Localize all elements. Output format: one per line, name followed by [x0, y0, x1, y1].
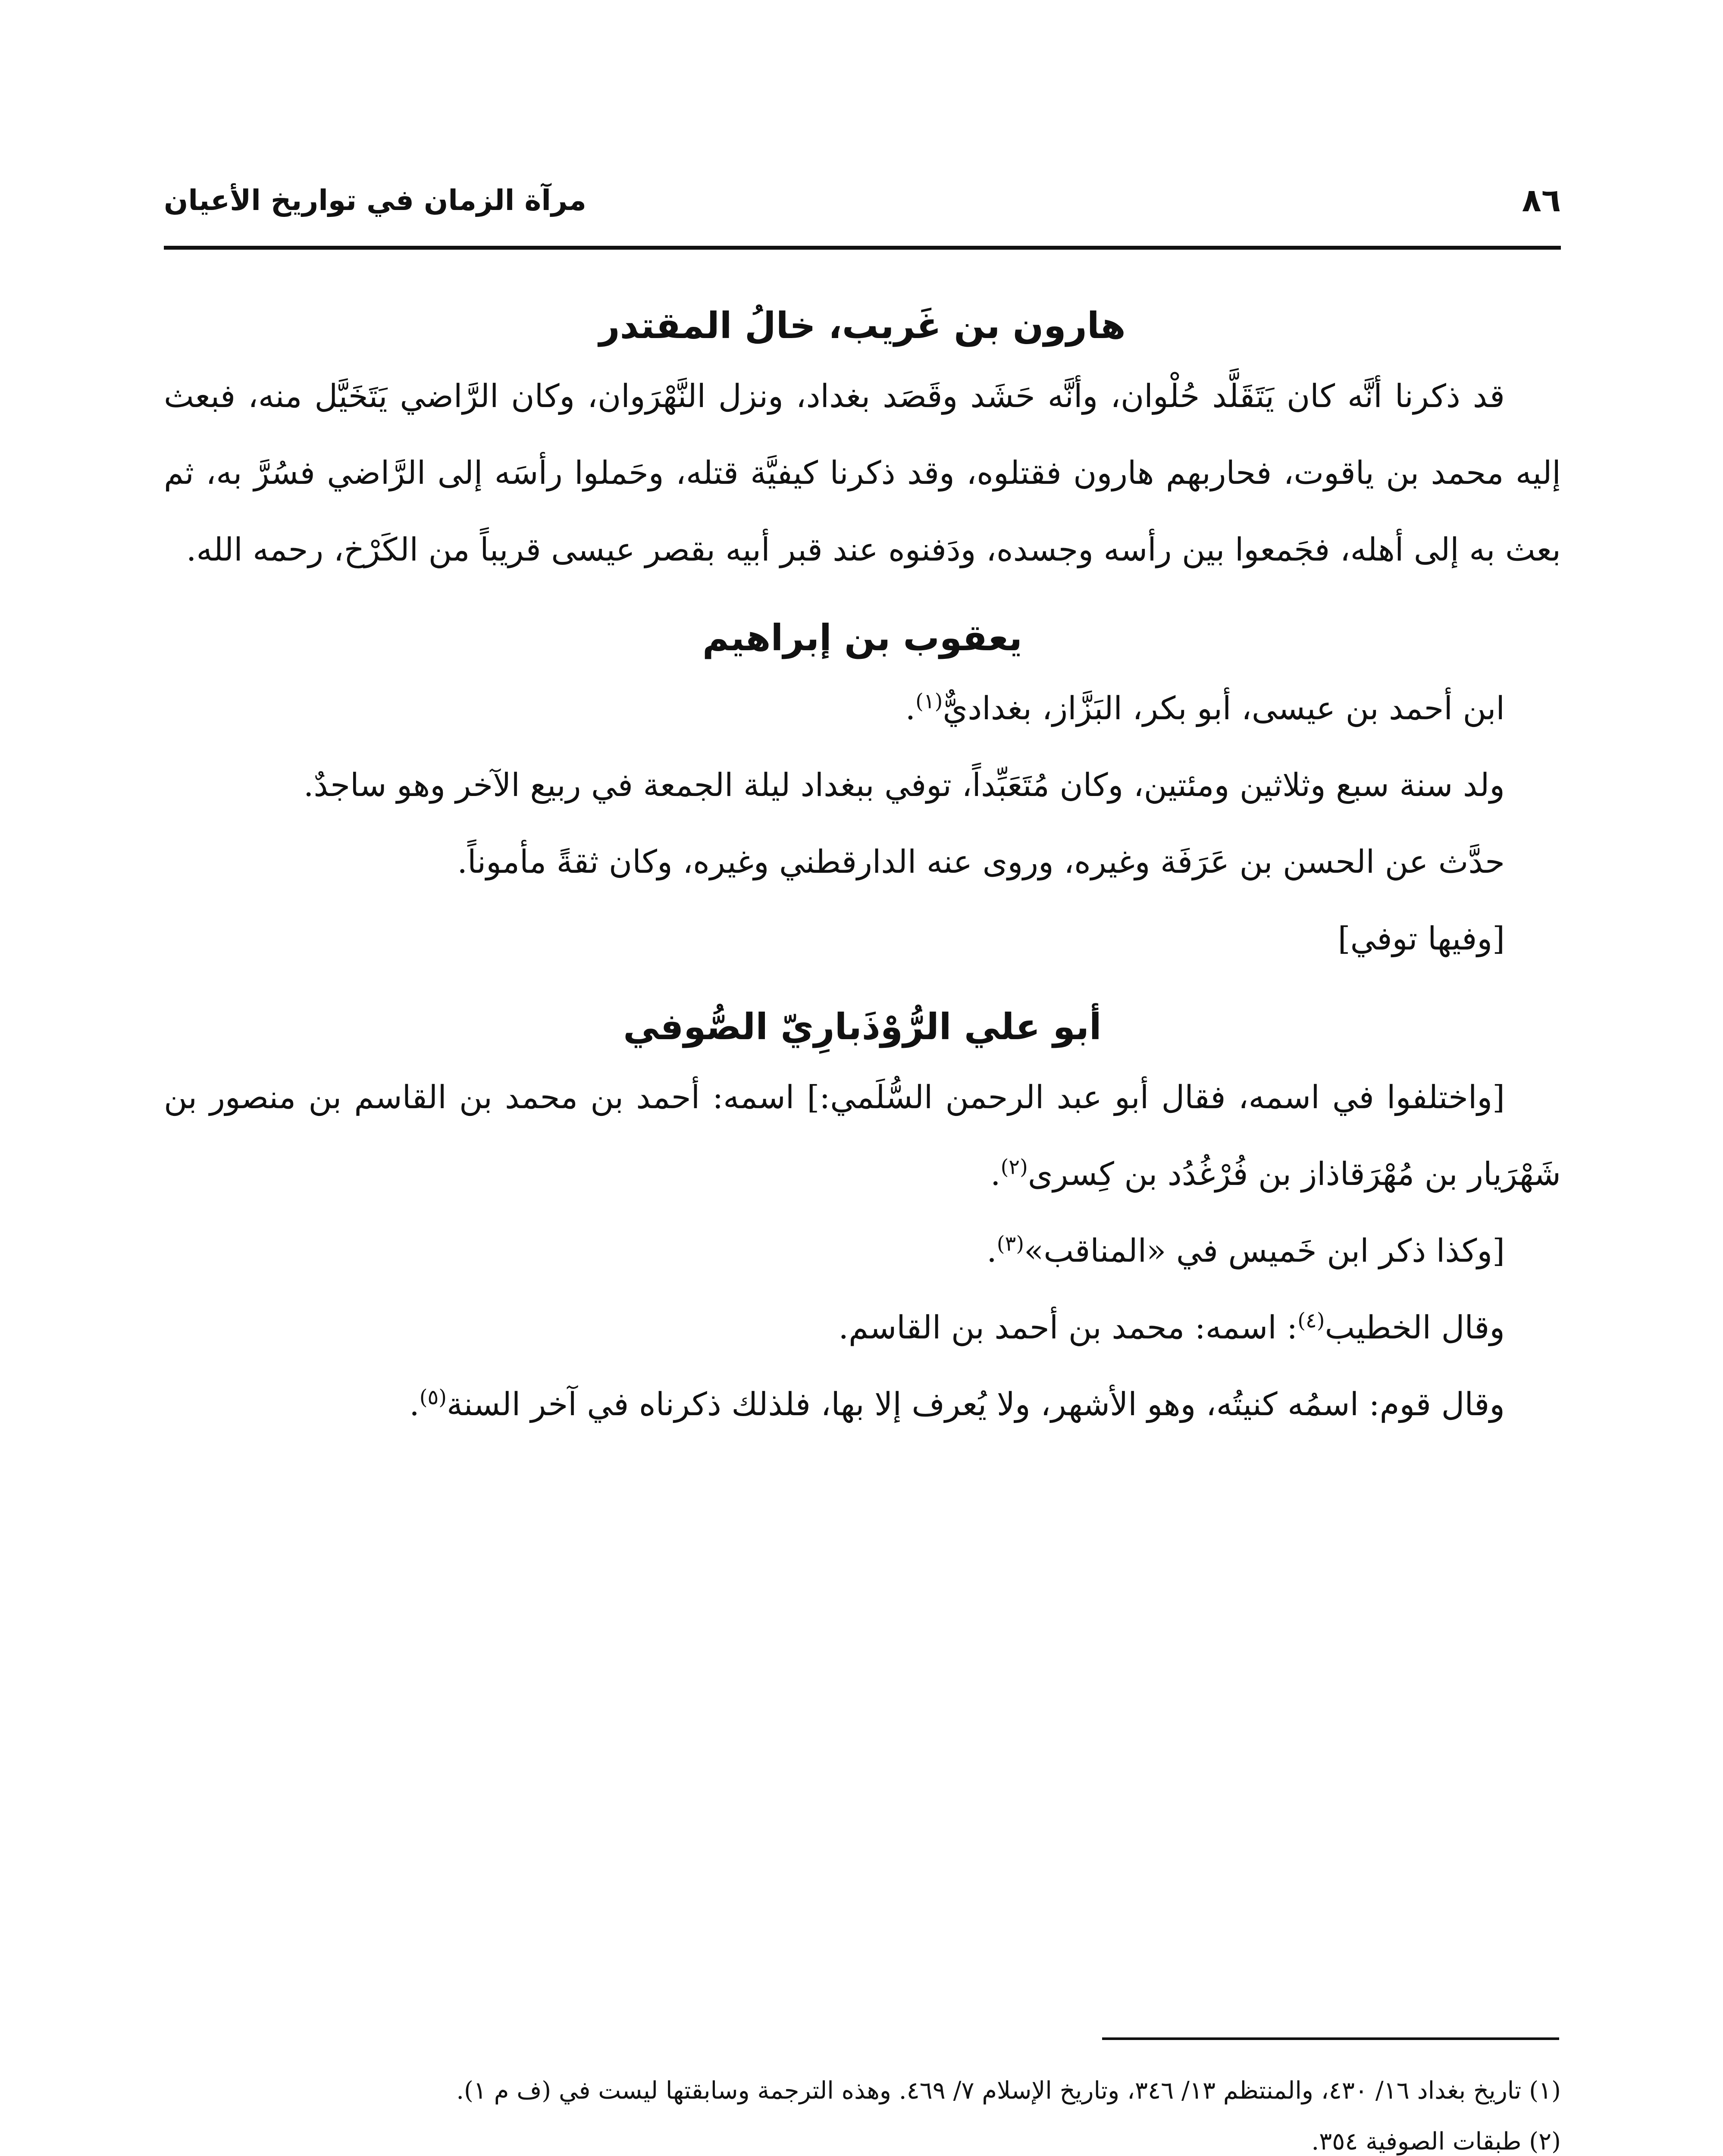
paragraph-tail: . — [409, 1386, 420, 1423]
paragraph-text: [وكذا ذكر ابن خَميس في «المناقب» — [1024, 1232, 1505, 1269]
paragraph-tail: . — [990, 1156, 1001, 1193]
paragraph — [164, 747, 1561, 824]
header-rule — [164, 246, 1561, 250]
footnote-number: (٢) — [1529, 2128, 1561, 2156]
spacer — [164, 977, 1561, 994]
paragraph — [164, 900, 1561, 977]
footnote-text: تاريخ بغداد ١٦/ ٤٣٠، والمنتظم ١٣/ ٣٤٦، وتاريخ الإسلام ٧/ ٤٦٩. وهذه الترجمة وسابقتها ليست في (ف م ١). — [456, 2077, 1522, 2105]
paragraph — [164, 1366, 1561, 1443]
page-number: ٨٦ — [1522, 182, 1561, 219]
running-title: مرآة الزمان في تواريخ الأعيان — [164, 184, 586, 217]
paragraph — [164, 1213, 1561, 1289]
paragraph: قد ذكرنا أنَّه كان يَتَقَلَّد حُلْوان، وأنَّه حَشَد وقَصَد بغداد، ونزل النَّهْرَوان، وكان الرَّاضي يَتَخَيَّل منه، فبعث إليه محمد بن ياقوت، فحاربهم هارون فقتلوه، وقد ذكرنا كيفيَّة قتله، وحَملوا رأسَه إلى الرَّاضي فسُرَّ به، ثم بعث به إلى أهله، فجَمعوا بين رأسه وجسده، ودَفنوه عند قبر أبيه بقصر عيسى قريباً من الكَرْخ، رحمه الله. — [164, 378, 1561, 568]
running-header — [164, 170, 1561, 235]
footnote-text: طبقات الصوفية ٣٥٤. — [1311, 2128, 1522, 2156]
paragraph-tail: . — [987, 1232, 997, 1269]
main-text — [164, 293, 1561, 1443]
paragraph-text: [واختلفوا في اسمه، فقال أبو عبد الرحمن السُّلَمي:] اسمه: أحمد بن محمد بن القاسم بن منصور بن شَهْرَيار بن مُهْرَقاذاز بن فُرْغُدُد بن كِسرى — [164, 1079, 1561, 1193]
footnote-rule — [1102, 2037, 1559, 2040]
paragraph — [164, 1059, 1561, 1213]
footnote-number: (١) — [1529, 2077, 1561, 2105]
footnote-marker[interactable]: (٢) — [1000, 1155, 1028, 1179]
footnote-item — [164, 2065, 1561, 2116]
paragraph-text: ابن أحمد بن عيسى، أبو بكر، البَزَّاز، بغداديٌّ — [943, 690, 1505, 727]
section-heading-yaqub: يعقوب بن إبراهيم — [702, 617, 1022, 659]
paragraph-text: ولد سنة سبع وثلاثين ومئتين، وكان مُتَعَبِّداً، توفي ببغداد ليلة الجمعة في ربيع الآخر وهو ساجدٌ. — [303, 767, 1505, 804]
section-heading-rudhabari: أبو علي الرُّوْذَبارِيّ الصُّوفي — [623, 1006, 1102, 1048]
spacer — [164, 588, 1561, 605]
footnotes — [164, 2065, 1561, 2156]
footnote-item — [164, 2116, 1561, 2156]
paragraph-text: [وفيها توفي] — [1338, 920, 1505, 957]
section-heading-haroun: هارون بن غَريب، خالُ المقتدر — [599, 304, 1126, 347]
paragraph — [164, 1289, 1561, 1366]
paragraph-text: حدَّث عن الحسن بن عَرَفَة وغيره، وروى عنه الدارقطني وغيره، وكان ثقةً مأموناً. — [457, 843, 1505, 881]
footnote-marker[interactable]: (٣) — [996, 1232, 1024, 1256]
paragraph-text: وقال الخطيب — [1325, 1309, 1505, 1346]
footnote-marker[interactable]: (٥) — [419, 1385, 447, 1410]
paragraph-tail: . — [905, 690, 916, 727]
footnote-marker[interactable]: (٤) — [1297, 1308, 1325, 1333]
paragraph-tail: : اسمه: محمد بن أحمد بن القاسم. — [838, 1309, 1298, 1346]
paragraph — [164, 670, 1561, 747]
paragraph — [164, 824, 1561, 900]
footnote-marker[interactable]: (١) — [915, 689, 943, 714]
paragraph-text: وقال قوم: اسمُه كنيتُه، وهو الأشهر، ولا يُعرف إلا بها، فلذلك ذكرناه في آخر السنة — [447, 1386, 1505, 1423]
